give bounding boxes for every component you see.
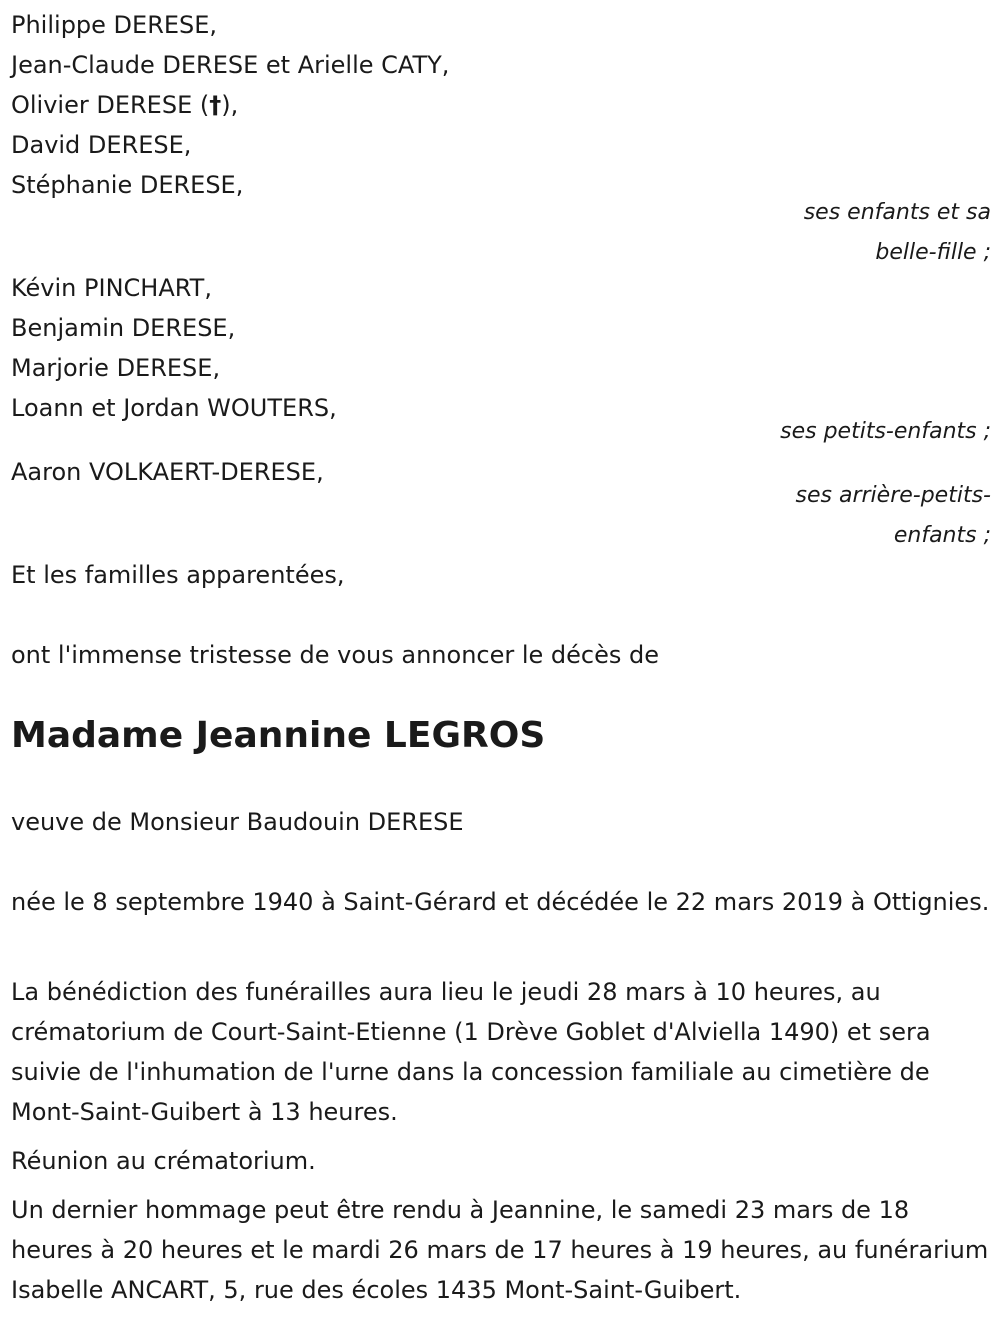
announcement-line: ont l'immense tristesse de vous annoncer le décès de [11,641,660,669]
name-line [11,85,991,125]
tribute-paragraph: Un dernier hommage peut être rendu à Jeannine, le samedi 23 mars de 18 heures à 20 heures et le mardi 26 mars de 17 heures à 19 heures, au funérarium Isabelle ANCART, 5, rue des écoles 1435 Mont-Saint-Guibert. [11,1196,989,1304]
name-line: Benjamin DERESE, [11,314,236,342]
widow-of-line: veuve de Monsieur Baudouin DERESE [11,808,464,836]
name-line: David DERESE, [11,131,192,159]
name-line: Philippe DERESE, [11,11,218,39]
relationship-label: ses arrière-petits-enfants ; [795,483,991,548]
great-grandchildren-group [11,452,991,552]
children-group [11,5,991,265]
name-line: Marjorie DERESE, [11,354,221,382]
name-line: Aaron VOLKAERT-DERESE, [11,458,324,486]
name-line: Stéphanie DERESE, [11,171,244,199]
relationship-label: ses petits-enfants ; [780,419,991,444]
name-text: Olivier DERESE ( [11,91,210,119]
name-line: Kévin PINCHART, [11,274,212,302]
grandchildren-group [11,268,991,448]
funeral-paragraph: La bénédiction des funérailles aura lieu le jeudi 28 mars à 10 heures, au crématorium de Court-Saint-Etienne (1 Drève Goblet d'Alviella 1490) et sera suivie de l'inhumation de l'urne dans la concession familiale au cimetière de Mont-Saint-Guibert à 13 heures. [11,978,931,1126]
name-suffix: ), [221,91,239,119]
name-line: Loann et Jordan WOUTERS, [11,394,337,422]
deceased-name: Madame Jeannine LEGROS [11,715,546,756]
families-line: Et les familles apparentées, [11,561,345,589]
relationship-label: ses enfants et sa belle-fille ; [803,200,991,265]
birth-death-paragraph: née le 8 septembre 1940 à Saint-Gérard et décédée le 22 mars 2019 à Ottignies. [11,888,990,916]
name-line: Jean-Claude DERESE et Arielle CATY, [11,51,450,79]
cross-icon: † [209,91,222,119]
meeting-paragraph: Réunion au crématorium. [11,1147,316,1175]
